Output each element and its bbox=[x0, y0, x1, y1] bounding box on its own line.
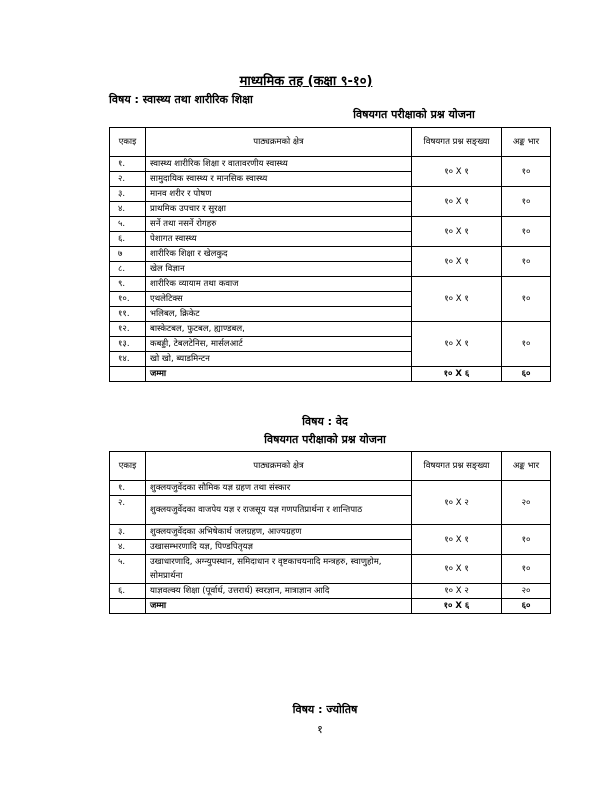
unit-number-empty bbox=[110, 599, 146, 614]
curriculum-area: सामुदायिक स्वास्थ्य र मानसिक स्वास्थ्य bbox=[146, 172, 412, 187]
question-count: १० X १ bbox=[412, 217, 502, 247]
table-row bbox=[110, 277, 551, 292]
curriculum-area: सर्ने तथा नसर्ने रोगहरु bbox=[146, 217, 412, 232]
table-row bbox=[110, 584, 551, 599]
marks: २० bbox=[502, 584, 551, 599]
header-curriculum-area: पाठ्यक्रमको क्षेत्र bbox=[146, 128, 412, 157]
marks: १० bbox=[502, 247, 551, 277]
marks: १० bbox=[502, 187, 551, 217]
header-question-count: विषयगत प्रश्न सङ्ख्या bbox=[412, 452, 502, 481]
section2-subject: विषय : वेद bbox=[302, 415, 348, 428]
table-row bbox=[110, 525, 551, 540]
curriculum-area: प्राथमिक उपचार र सुरक्षा bbox=[146, 202, 412, 217]
unit-number: ३. bbox=[110, 187, 146, 202]
curriculum-area: पेशागत स्वास्थ्य bbox=[146, 232, 412, 247]
total-marks: ६० bbox=[502, 599, 551, 614]
page-number: १ bbox=[317, 723, 323, 736]
unit-number: १. bbox=[110, 157, 146, 172]
table-header-row bbox=[110, 452, 551, 481]
header-question-count: विषयगत प्रश्न सङ्ख्या bbox=[412, 128, 502, 157]
table-row bbox=[110, 187, 551, 202]
curriculum-area: भलिबल, क्रिकेट bbox=[146, 307, 412, 322]
unit-number: ३. bbox=[110, 525, 146, 540]
curriculum-area: उखासम्भरणादि यज्ञ, पिण्डपितृयज्ञ bbox=[146, 540, 412, 555]
question-count: १० X १ bbox=[412, 555, 502, 584]
table-header-row bbox=[110, 128, 551, 157]
unit-number: ७ bbox=[110, 247, 146, 262]
question-count: १० X १ bbox=[412, 157, 502, 187]
marks: १० bbox=[502, 277, 551, 322]
unit-number: १४. bbox=[110, 352, 146, 367]
section1-question-scheme-table bbox=[109, 127, 551, 382]
table-row bbox=[110, 157, 551, 172]
question-count: १० X १ bbox=[412, 187, 502, 217]
page-title-text: माध्यमिक तह (कक्षा ९-१०) bbox=[239, 74, 373, 89]
table-row bbox=[110, 555, 551, 584]
total-label: जम्मा bbox=[146, 599, 412, 614]
table-total-row bbox=[110, 599, 551, 614]
section2-question-scheme-table bbox=[109, 451, 551, 614]
unit-number: ८. bbox=[110, 262, 146, 277]
curriculum-area: स्वास्थ्य शारीरिक शिक्षा र वातावरणीय स्वास्थ्य bbox=[146, 157, 412, 172]
marks: १० bbox=[502, 322, 551, 367]
section1-subject: विषय : स्वास्थ्य तथा शारीरिक शिक्षा bbox=[109, 93, 253, 106]
unit-number: २. bbox=[110, 496, 146, 525]
unit-number: १२. bbox=[110, 322, 146, 337]
table-row bbox=[110, 217, 551, 232]
unit-number-empty bbox=[110, 367, 146, 382]
section1-scheme-title: विषयगत परीक्षाको प्रश्न योजना bbox=[353, 108, 475, 121]
question-count: १० X २ bbox=[412, 584, 502, 599]
page-title bbox=[0, 71, 612, 89]
total-question-count: १० X ६ bbox=[412, 367, 502, 382]
unit-number: ५. bbox=[110, 555, 146, 584]
unit-number: ११. bbox=[110, 307, 146, 322]
marks: २० bbox=[502, 481, 551, 525]
unit-number: ९. bbox=[110, 277, 146, 292]
curriculum-area: शुक्लयजुर्वेदका सौमिक यज्ञ ग्रहण तथा संस्कार bbox=[146, 481, 412, 496]
header-marks: अङ्क भार bbox=[502, 452, 551, 481]
marks: १० bbox=[502, 525, 551, 555]
unit-number: १०. bbox=[110, 292, 146, 307]
unit-number: ६. bbox=[110, 232, 146, 247]
header-curriculum-area: पाठ्यक्रमको क्षेत्र bbox=[146, 452, 412, 481]
curriculum-area: कबड्डी, टेबलटेनिस, मार्सलआर्ट bbox=[146, 337, 412, 352]
curriculum-area: बास्केटबल, फुटबल, ह्याण्डबल, bbox=[146, 322, 412, 337]
unit-number: १३. bbox=[110, 337, 146, 352]
total-question-count: १० X ६ bbox=[412, 599, 502, 614]
table-row bbox=[110, 322, 551, 337]
total-marks: ६० bbox=[502, 367, 551, 382]
unit-number: २. bbox=[110, 172, 146, 187]
curriculum-area: शारीरिक शिक्षा र खेलकुद bbox=[146, 247, 412, 262]
question-count: १० X १ bbox=[412, 322, 502, 367]
unit-number: ५. bbox=[110, 217, 146, 232]
marks: १० bbox=[502, 217, 551, 247]
unit-number: ६. bbox=[110, 584, 146, 599]
curriculum-area: शुक्लयजुर्वेदका वाजपेय यज्ञ र राजसूय यज्ञ गणपतिप्रार्थना र शान्तिपाठ bbox=[146, 496, 412, 525]
header-unit: एकाइ bbox=[110, 128, 146, 157]
table-total-row bbox=[110, 367, 551, 382]
question-count: १० X १ bbox=[412, 277, 502, 322]
section3-subject: विषय : ज्योतिष bbox=[292, 703, 358, 716]
header-marks: अङ्क भार bbox=[502, 128, 551, 157]
total-label: जम्मा bbox=[146, 367, 412, 382]
section2-scheme-title: विषयगत परीक्षाको प्रश्न योजना bbox=[264, 433, 386, 446]
unit-number: ४. bbox=[110, 540, 146, 555]
curriculum-area: मानव शरीर र पोषण bbox=[146, 187, 412, 202]
curriculum-area: खो खो, ब्याडमिन्टन bbox=[146, 352, 412, 367]
curriculum-area: शारीरिक व्यायाम तथा कवाज bbox=[146, 277, 412, 292]
header-unit: एकाइ bbox=[110, 452, 146, 481]
marks: १० bbox=[502, 157, 551, 187]
marks: १० bbox=[502, 555, 551, 584]
curriculum-area: शुक्लयजुर्वेदका अभिषेकार्थ जलग्रहण, आज्यग्रहण bbox=[146, 525, 412, 540]
unit-number: ४. bbox=[110, 202, 146, 217]
table-row bbox=[110, 247, 551, 262]
curriculum-area: याज्ञवल्क्य शिक्षा (पूर्वार्ध, उत्तरार्ध) स्वरज्ञान, मात्राज्ञान आदि bbox=[146, 584, 412, 599]
curriculum-area: खेल विज्ञान bbox=[146, 262, 412, 277]
table-row bbox=[110, 481, 551, 496]
question-count: १० X २ bbox=[412, 481, 502, 525]
curriculum-area: एथलेटिक्स bbox=[146, 292, 412, 307]
question-count: १० X १ bbox=[412, 247, 502, 277]
unit-number: १. bbox=[110, 481, 146, 496]
curriculum-area: उखाधारणादि, अग्न्युपस्थान, समिदाधान र वृष्टकाचयनादि मन्त्रहरु, स्वाणुहोम, सोमप्रार्थना bbox=[146, 555, 412, 584]
question-count: १० X १ bbox=[412, 525, 502, 555]
